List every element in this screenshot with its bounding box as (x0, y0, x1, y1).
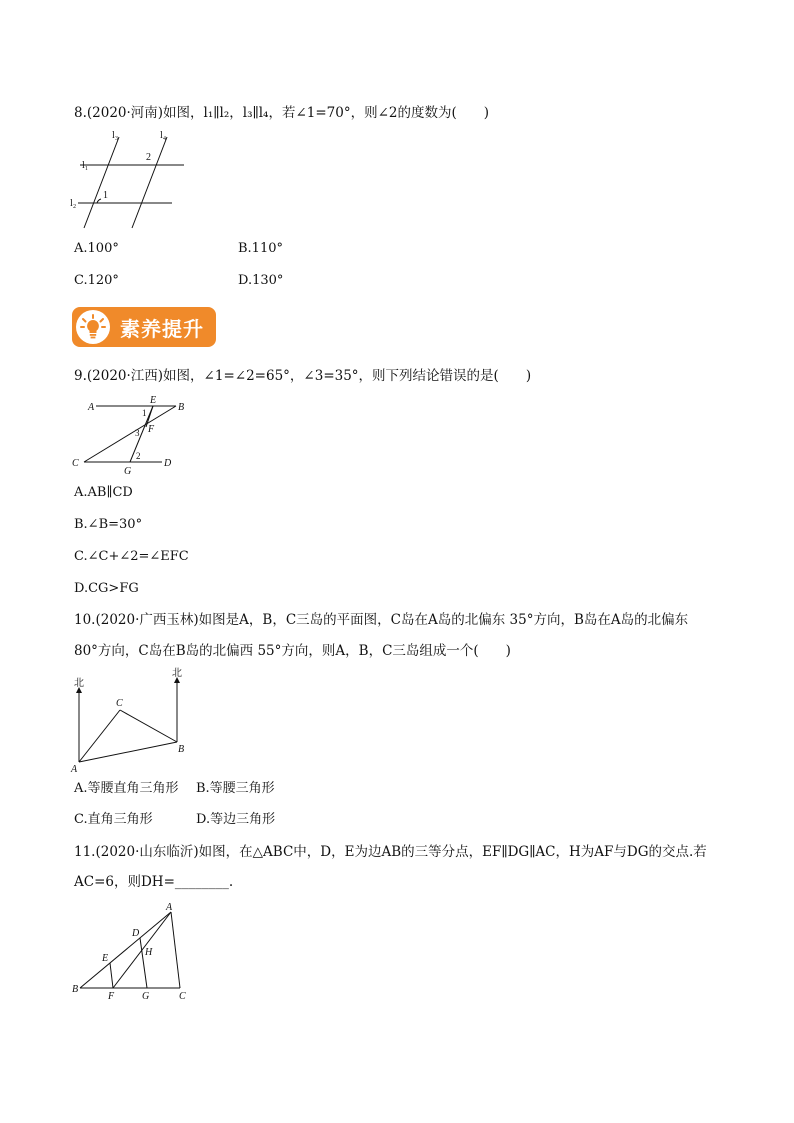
segment-ab (80, 912, 171, 988)
north-label-b: 北 (172, 668, 182, 679)
label-c: C (116, 698, 123, 709)
label-l3: l₃ (112, 130, 119, 141)
segment-af (113, 912, 171, 988)
segment-ab (79, 742, 177, 762)
question-10-stem-line-2: 80°方向，C岛在B岛的北偏西 55°方向，则A，B，C三岛组成一个( ) (74, 643, 511, 659)
question-11-stem-line-1: 11.(2020·山东临沂)如图，在△ABC中，D，E为边AB的三等分点，EF∥DG∥AC，H为AF与DG的交点.若 (74, 844, 707, 860)
label-f: F (108, 991, 115, 1002)
label-d: D (164, 458, 172, 469)
label-b: B (178, 744, 185, 755)
label-g: G (124, 466, 132, 476)
q9-option-c: C.∠C+∠2=∠EFC (74, 549, 189, 564)
label-g: G (142, 991, 150, 1002)
segment-ac (79, 710, 120, 762)
question-11-stem-line-2: AC=6，则DH=________. (74, 874, 234, 890)
label-h: H (145, 947, 153, 958)
q10-option-a: A.等腰直角三角形 (74, 781, 179, 796)
label-l1: l₁ (82, 160, 89, 171)
question-8-stem: 8.(2020·河南)如图，l₁∥l₂，l₃∥l₄，若∠1=70°，则∠2的度数为( ) (74, 105, 490, 121)
question-9-stem: 9.(2020·江西)如图，∠1=∠2=65°，∠3=35°，则下列结论错误的是( ) (74, 368, 532, 384)
angle-1-label: 1 (103, 190, 108, 201)
lightbulb-icon (76, 310, 110, 344)
line-l4 (132, 137, 167, 228)
q8-option-a: A.100° (74, 241, 119, 256)
label-l4: l₄ (160, 130, 167, 141)
q8-option-c: C.120° (74, 273, 119, 288)
angle-1-arc (97, 199, 101, 203)
section-title: 素养提升 (120, 317, 204, 341)
line-cb (84, 406, 176, 462)
label-a: A (88, 402, 95, 413)
q8-option-d: D.130° (238, 273, 284, 288)
question-10-stem-line-1: 10.(2020·广西玉林)如图是A，B，C三岛的平面图，C岛在A岛的北偏东 35°方向，B岛在A岛的北偏东 (74, 612, 689, 628)
question-11-figure (68, 898, 198, 1002)
label-a: A (166, 902, 173, 913)
label-b: B (72, 984, 79, 995)
north-label-a: 北 (74, 678, 84, 689)
label-e: E (102, 953, 109, 964)
angle-1-label: 1 (142, 408, 147, 418)
angle-3-label: 3 (135, 428, 140, 438)
label-l2: l₂ (70, 198, 77, 209)
section-badge (72, 307, 216, 347)
label-f: F (148, 424, 155, 435)
label-e: E (150, 395, 157, 406)
segment-ef (110, 963, 113, 988)
q10-option-c: C.直角三角形 (74, 812, 153, 827)
label-b: B (178, 402, 185, 413)
question-10-figure (66, 664, 192, 776)
label-c: C (72, 458, 79, 469)
label-a: A (71, 764, 78, 775)
q8-option-b: B.110° (238, 241, 283, 256)
question-9-figure (68, 392, 198, 476)
q9-option-a: A.AB∥CD (74, 485, 133, 500)
line-l3 (84, 137, 119, 228)
segment-ac (171, 912, 180, 988)
angle-2-label: 2 (146, 152, 151, 163)
question-8-figure (68, 128, 192, 232)
q9-option-d: D.CG>FG (74, 581, 139, 596)
label-d: D (132, 928, 140, 939)
label-c: C (179, 991, 186, 1002)
angle-2-label: 2 (136, 451, 141, 461)
q10-option-d: D.等边三角形 (196, 812, 276, 827)
q9-option-b: B.∠B=30° (74, 517, 143, 532)
segment-cb (120, 710, 177, 742)
q10-option-b: B.等腰三角形 (196, 781, 275, 796)
